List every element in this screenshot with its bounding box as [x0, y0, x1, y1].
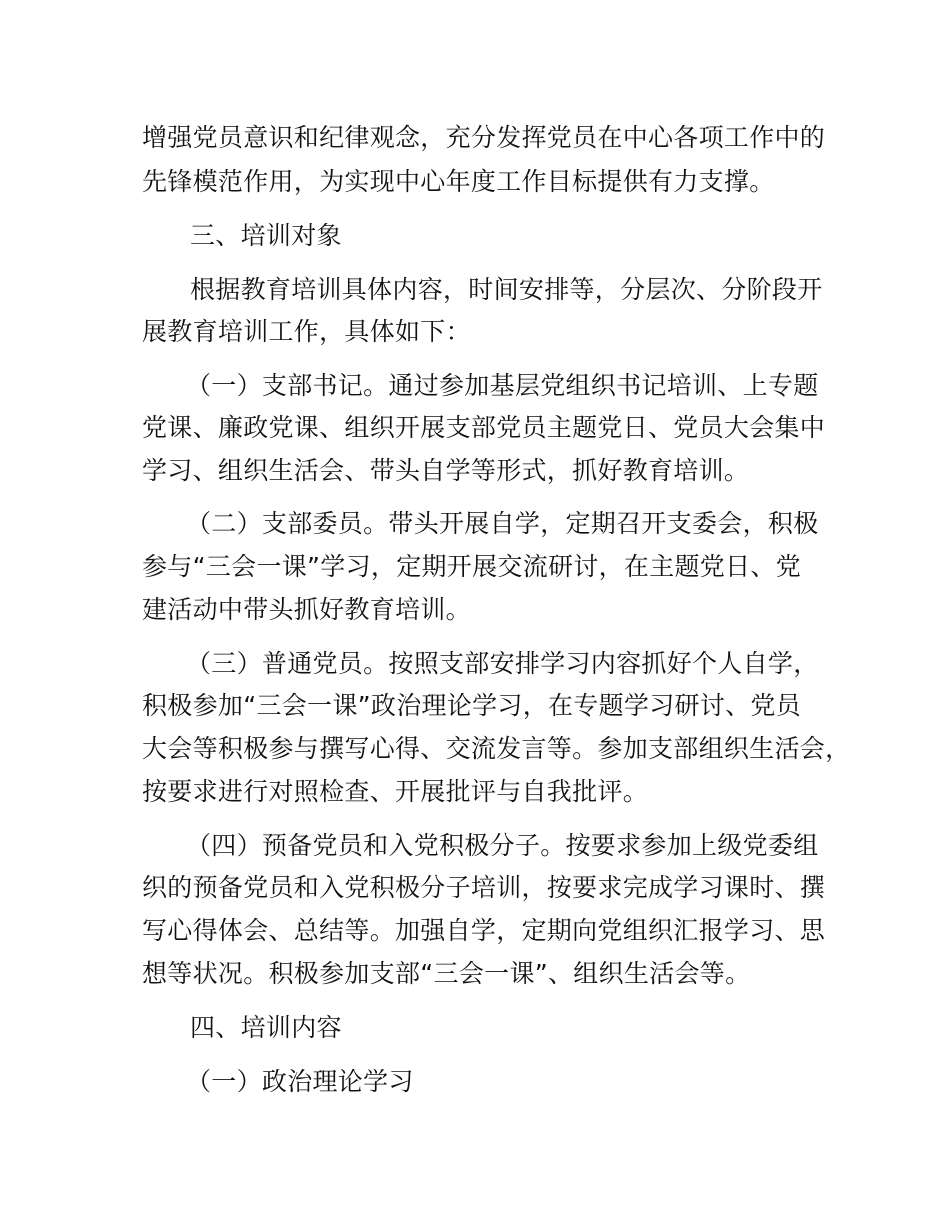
paragraph-line: 织的预备党员和入党积极分子培训，按要求完成学习课时、撰 [142, 873, 826, 902]
paragraph-line: 根据教育培训具体内容，时间安排等，分层次、分阶段开 [190, 275, 823, 304]
section-heading: 四、培训内容 [190, 1013, 342, 1042]
paragraph-line: 先锋模范作用，为实现中心年度工作目标提供有力支撑。 [142, 167, 775, 196]
paragraph-line: 想等状况。积极参加支部“三会一课”、组织生活会等。 [142, 959, 751, 988]
paragraph-line: （二）支部委员。带头开展自学，定期召开支委会，积极 [186, 509, 819, 538]
paragraph-line: 积极参加“三会一课”政治理论学习，在专题学习研讨、党员 [142, 691, 802, 720]
paragraph-line: 按要求进行对照检查、开展批评与自我批评。 [142, 777, 649, 806]
paragraph-line: （一）支部书记。通过参加基层党组织书记培训、上专题 [186, 371, 819, 400]
paragraph-line: 参与“三会一课”学习，定期开展交流研讨，在主题党日、党 [142, 552, 802, 581]
paragraph-line: 建活动中带头抓好教育培训。 [142, 595, 471, 624]
paragraph-line: 增强党员意识和纪律观念，充分发挥党员在中心各项工作中的 [142, 123, 826, 152]
paragraph-line: 学习、组织生活会、带头自学等形式，抓好教育培训。 [142, 456, 750, 485]
subsection-heading: （一）政治理论学习 [186, 1067, 414, 1096]
paragraph-line: 党课、廉政党课、组织开展支部党员主题党日、党员大会集中 [142, 413, 826, 442]
paragraph-line: （三）普通党员。按照支部安排学习内容抓好个人自学， [186, 649, 819, 678]
paragraph-line: 写心得体会、总结等。加强自学，定期向党组织汇报学习、思 [142, 916, 826, 945]
section-heading: 三、培训对象 [190, 221, 342, 250]
paragraph-line: 展教育培训工作，具体如下： [142, 317, 471, 346]
paragraph-line: 大会等积极参与撰写心得、交流发言等。参加支部组织生活会， [142, 734, 851, 763]
paragraph-line: （四）预备党员和入党积极分子。按要求参加上级党委组 [186, 831, 819, 860]
